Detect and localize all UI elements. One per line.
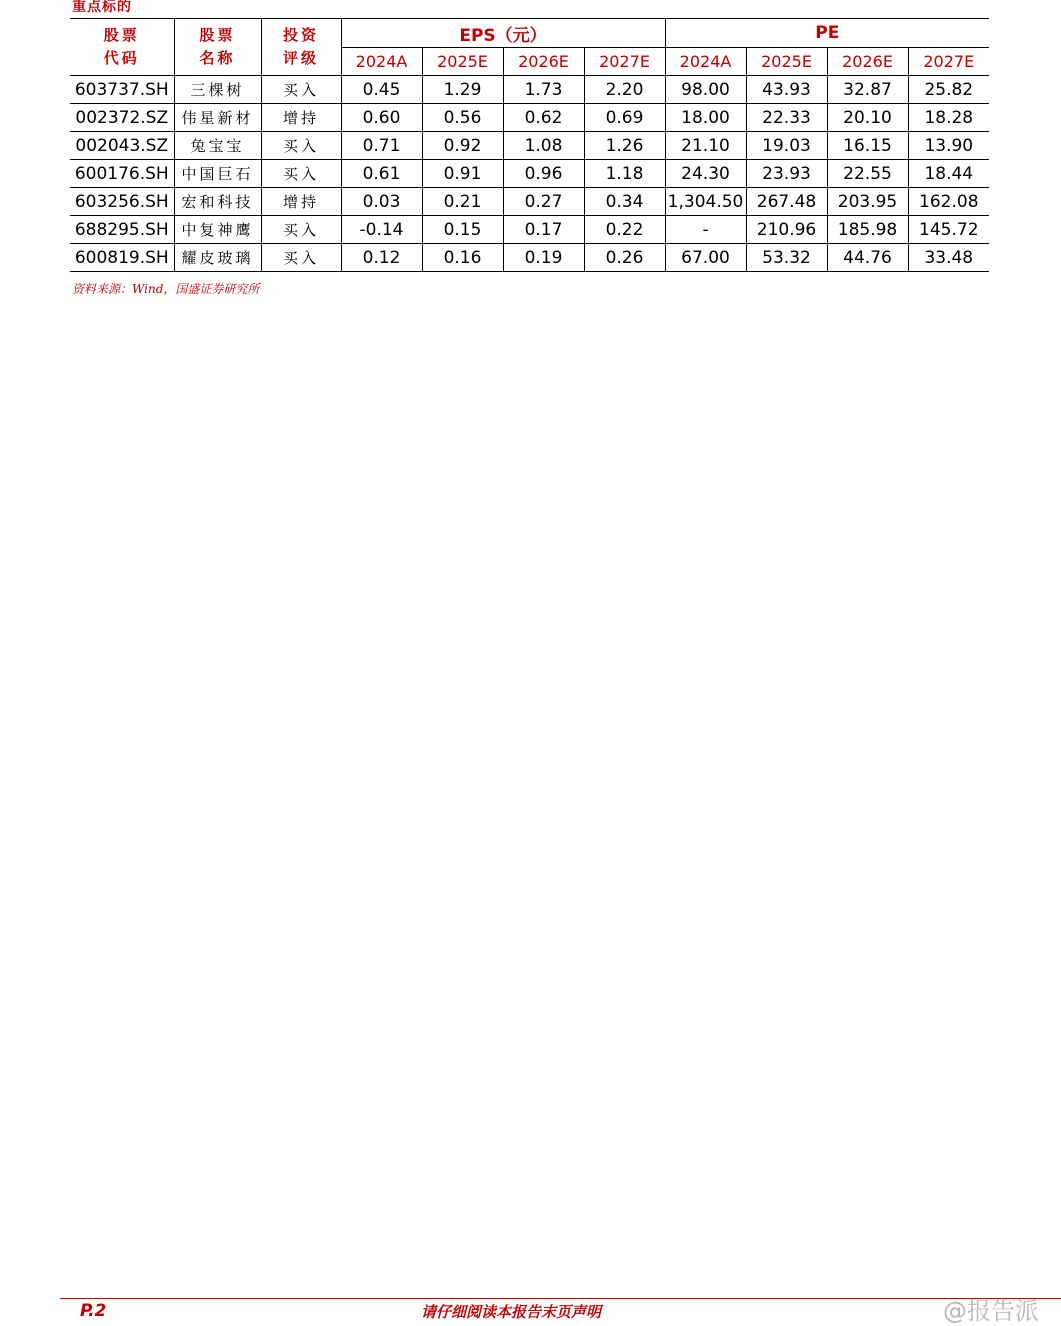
header-eps-year: 2026E <box>503 48 584 76</box>
header-eps-group: EPS（元） <box>341 19 665 48</box>
header-eps-year: 2027E <box>584 48 665 76</box>
cell-eps: 1.26 <box>584 132 665 160</box>
header-rating-line1: 投资 <box>282 26 319 44</box>
cell-pe: 32.87 <box>827 76 908 104</box>
cell-eps: 0.03 <box>341 188 422 216</box>
cell-pe: 203.95 <box>827 188 908 216</box>
table-row <box>70 160 989 188</box>
page-number: P.2 <box>80 1301 107 1321</box>
cell-eps: 0.62 <box>503 104 584 132</box>
cell-eps: 1.73 <box>503 76 584 104</box>
cell-pe: 13.90 <box>908 132 989 160</box>
cell-eps: 0.17 <box>503 216 584 244</box>
header-code <box>70 19 174 76</box>
cell-pe: 20.10 <box>827 104 908 132</box>
cell-eps: 0.56 <box>422 104 503 132</box>
cell-eps: 0.61 <box>341 160 422 188</box>
cell-pe: 25.82 <box>908 76 989 104</box>
cell-pe: 145.72 <box>908 216 989 244</box>
cell-eps: 0.21 <box>422 188 503 216</box>
header-pe-year: 2027E <box>908 48 989 76</box>
header-name-line2: 名称 <box>199 49 236 67</box>
cell-pe: 16.15 <box>827 132 908 160</box>
cell-code: 603737.SH <box>70 76 174 104</box>
header-code-line1: 股票 <box>103 26 140 44</box>
cell-eps: 0.12 <box>341 244 422 272</box>
cell-eps: 0.60 <box>341 104 422 132</box>
cell-eps: 0.96 <box>503 160 584 188</box>
cell-eps: 1.18 <box>584 160 665 188</box>
header-eps-year: 2024A <box>341 48 422 76</box>
table-body <box>70 76 989 272</box>
cell-pe: 162.08 <box>908 188 989 216</box>
cell-eps: -0.14 <box>341 216 422 244</box>
cell-pe: 67.00 <box>665 244 746 272</box>
cell-pe: 210.96 <box>746 216 827 244</box>
source-note: 资料来源：Wind，国盛证券研究所 <box>72 282 260 296</box>
cell-pe: 43.93 <box>746 76 827 104</box>
cell-code: 688295.SH <box>70 216 174 244</box>
cell-pe: 53.32 <box>746 244 827 272</box>
cell-pe: 98.00 <box>665 76 746 104</box>
cell-code: 002372.SZ <box>70 104 174 132</box>
cell-eps: 0.91 <box>422 160 503 188</box>
cell-eps: 0.15 <box>422 216 503 244</box>
cell-eps: 0.69 <box>584 104 665 132</box>
cell-pe: 18.44 <box>908 160 989 188</box>
cell-name: 中复神鹰 <box>174 216 261 244</box>
cell-name: 伟星新材 <box>174 104 261 132</box>
header-pe-year: 2025E <box>746 48 827 76</box>
cell-pe: 18.28 <box>908 104 989 132</box>
cell-eps: 0.19 <box>503 244 584 272</box>
cell-rating: 买入 <box>261 76 341 104</box>
header-pe-group: PE <box>665 19 989 48</box>
cell-name: 中国巨石 <box>174 160 261 188</box>
cell-code: 002043.SZ <box>70 132 174 160</box>
header-eps-year: 2025E <box>422 48 503 76</box>
cell-rating: 买入 <box>261 132 341 160</box>
cell-name: 兔宝宝 <box>174 132 261 160</box>
footer-disclaimer: 请仔细阅读本报告末页声明 <box>421 1303 602 1321</box>
cell-eps: 0.45 <box>341 76 422 104</box>
stock-table <box>70 18 989 272</box>
cell-name: 三棵树 <box>174 76 261 104</box>
cell-eps: 1.08 <box>503 132 584 160</box>
cell-pe: 18.00 <box>665 104 746 132</box>
cell-pe: 33.48 <box>908 244 989 272</box>
header-pe-year: 2026E <box>827 48 908 76</box>
header-rating-line2: 评级 <box>282 49 319 67</box>
table-row <box>70 216 989 244</box>
cell-pe: 1,304.50 <box>665 188 746 216</box>
cell-eps: 0.71 <box>341 132 422 160</box>
cell-eps: 0.26 <box>584 244 665 272</box>
table-row <box>70 244 989 272</box>
header-code-line2: 代码 <box>103 49 140 67</box>
cell-eps: 1.29 <box>422 76 503 104</box>
table-row <box>70 104 989 132</box>
cell-code: 600176.SH <box>70 160 174 188</box>
cell-pe: 267.48 <box>746 188 827 216</box>
cell-pe: 44.76 <box>827 244 908 272</box>
cell-rating: 增持 <box>261 188 341 216</box>
header-pe-year: 2024A <box>665 48 746 76</box>
cell-pe: 22.33 <box>746 104 827 132</box>
footer-divider <box>60 1298 1061 1299</box>
cell-pe: 19.03 <box>746 132 827 160</box>
section-title: 重点标的 <box>72 0 132 15</box>
stock-table-container <box>70 18 989 272</box>
cell-eps: 0.16 <box>422 244 503 272</box>
cell-pe: 24.30 <box>665 160 746 188</box>
cell-rating: 买入 <box>261 244 341 272</box>
cell-eps: 0.92 <box>422 132 503 160</box>
cell-code: 600819.SH <box>70 244 174 272</box>
table-row <box>70 188 989 216</box>
header-row-group <box>70 19 989 48</box>
cell-eps: 0.22 <box>584 216 665 244</box>
cell-code: 603256.SH <box>70 188 174 216</box>
cell-rating: 增持 <box>261 104 341 132</box>
header-rating <box>261 19 341 76</box>
cell-rating: 买入 <box>261 216 341 244</box>
cell-pe: 23.93 <box>746 160 827 188</box>
watermark: @报告派 <box>943 1297 1039 1325</box>
cell-rating: 买入 <box>261 160 341 188</box>
header-name-line1: 股票 <box>199 26 236 44</box>
cell-eps: 0.34 <box>584 188 665 216</box>
cell-name: 耀皮玻璃 <box>174 244 261 272</box>
cell-pe: 21.10 <box>665 132 746 160</box>
cell-name: 宏和科技 <box>174 188 261 216</box>
cell-eps: 2.20 <box>584 76 665 104</box>
cell-pe: - <box>665 216 746 244</box>
cell-pe: 185.98 <box>827 216 908 244</box>
cell-eps: 0.27 <box>503 188 584 216</box>
table-row <box>70 76 989 104</box>
cell-pe: 22.55 <box>827 160 908 188</box>
header-name <box>174 19 261 76</box>
table-row <box>70 132 989 160</box>
